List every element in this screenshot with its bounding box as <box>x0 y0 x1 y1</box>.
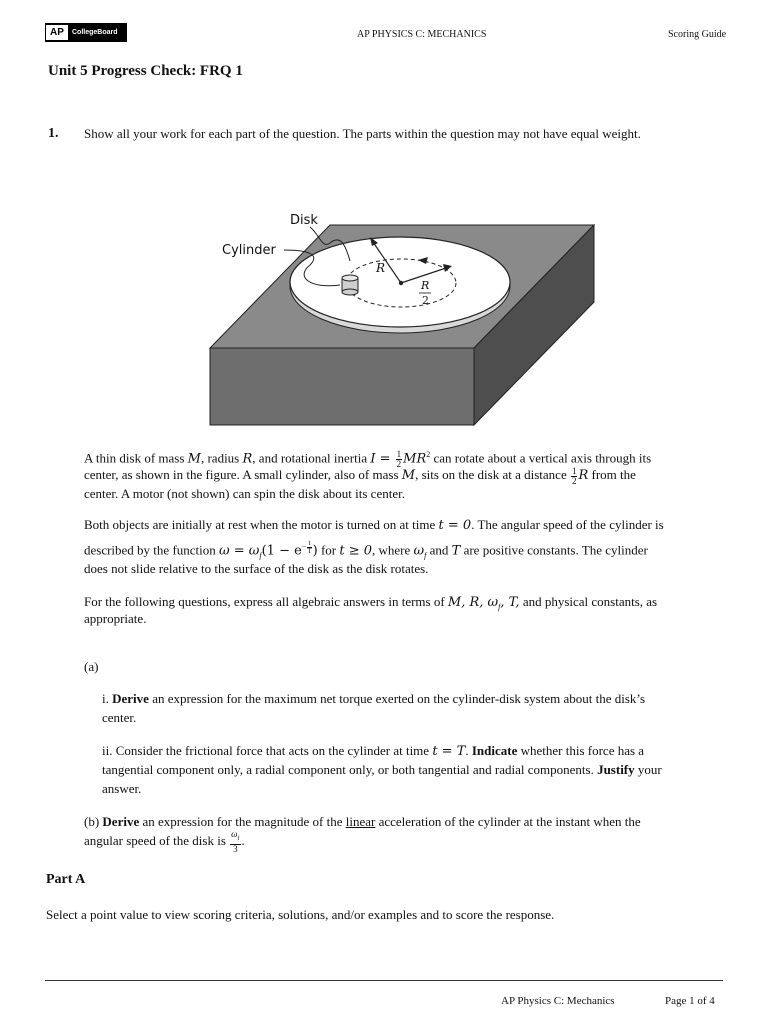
label-R: R <box>376 261 386 275</box>
label-R2-den: 2 <box>422 294 429 307</box>
box-front-face <box>210 348 474 425</box>
part-a-label: (a) <box>84 659 99 674</box>
paragraph-2-line-1: Both objects are initially at rest when the motor is turned on at time t = 0. The angular speed of the cylinder is <box>84 517 664 533</box>
cylinder-bottom <box>342 289 358 295</box>
logo-brand: CollegeBoard <box>72 29 118 36</box>
label-R2-num: R <box>421 279 430 292</box>
part-a-i-line-1: i. Derive an expression for the maximum net torque exerted on the cylinder-disk system about the disk’s <box>102 691 646 706</box>
part-a-heading: Part A <box>46 872 86 887</box>
paragraph-2-line-3: does not slide relative to the surface of the disk as the disk rotates. <box>84 561 429 576</box>
footer-divider <box>45 980 723 981</box>
question-number: 1. <box>48 126 59 141</box>
paragraph-1-line-2: center, as shown in the figure. A small cylinder, also of mass M, sits on the disk at a distance $\frac{1}{2}$ R from the <box>84 465 636 486</box>
label-disk: Disk <box>290 213 318 228</box>
paragraph-3-line-1: For the following questions, express all algebraic answers in terms of M, R, $\omega_f$, T, and physical constants, as <box>84 594 658 612</box>
part-b-line-2: angular speed of the disk is $\frac{\omega_f}{3}$ . <box>84 829 245 854</box>
page-title: Unit 5 Progress Check: FRQ 1 <box>48 63 243 79</box>
paragraph-1-line-1: A thin disk of mass M, radius R, and rotational inertia I = $\frac{1}{2}$ $MR^2$ can rotate about a vertical axis through its <box>84 448 652 469</box>
disk-cylinder-figure <box>200 205 600 430</box>
part-a-ii-line-3: answer. <box>102 781 142 796</box>
part-a-ii-line-1: ii. Consider the frictional force that acts on the cylinder at time t = T. Indicate whether this force has a <box>102 743 645 759</box>
header-course: AP PHYSICS C: MECHANICS <box>357 29 487 40</box>
ap-collegeboard-logo <box>45 23 127 42</box>
footer-course: AP Physics C: Mechanics <box>501 995 615 1007</box>
header-scoring-guide: Scoring Guide <box>668 29 727 40</box>
paragraph-3-line-2: appropriate. <box>84 611 147 626</box>
question-instruction: Show all your work for each part of the question. The parts within the question may not have equal weight. <box>84 126 641 141</box>
logo-ap: AP <box>46 25 68 40</box>
part-b-line-1: (b) Derive an expression for the magnitude of the linear acceleration of the cylinder at the instant when the <box>84 814 641 829</box>
label-cylinder: Cylinder <box>222 243 276 258</box>
cylinder-top <box>342 275 358 281</box>
part-a-i-line-2: center. <box>102 710 137 725</box>
part-a-ii-line-2: tangential component only, a radial component only, or both tangential and radial components. Justify your <box>102 762 662 777</box>
select-point-value-text: Select a point value to view scoring criteria, solutions, and/or examples and to score the response. <box>46 907 555 922</box>
footer-page-number: Page 1 of 4 <box>665 995 715 1007</box>
paragraph-2-line-2: described by the function $\omega = \omega_f(1 - e^{- \frac{t}{T}}$ ) for t ≥ 0, where $\omega_f$ and T are positive constants. The cylinder <box>84 538 648 560</box>
paragraph-1-line-3: center. A motor (not shown) can spin the disk about its center. <box>84 486 405 501</box>
